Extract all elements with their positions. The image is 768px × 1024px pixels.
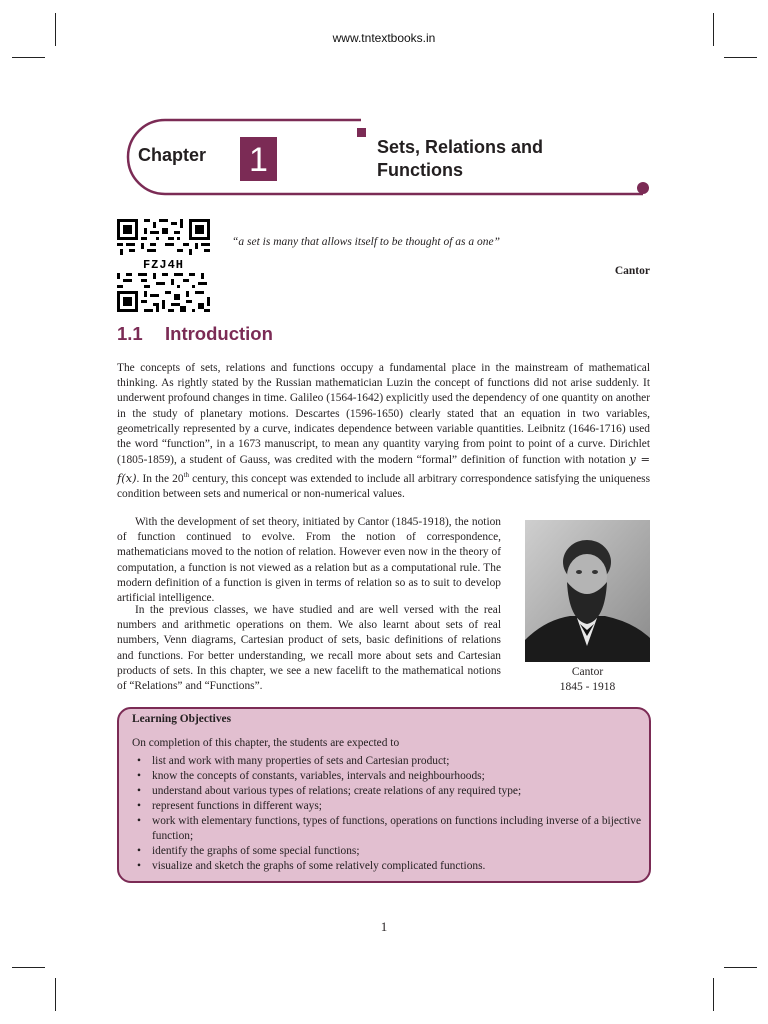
list-item: • know the concepts of constants, variables, intervals and neighbourhoods; [132, 769, 647, 784]
intro-text: century, this concept was extended to include all arbitrary correspondence satisfying the uniqueness condition between sets and numerical or non-numerical values. [117, 473, 651, 501]
intro-paragraph-3: In the previous classes, we have studied and are well versed with the real numbers and arithmetic operations on them. We also learnt about sets of real numbers, Venn diagrams, Cartesian product of sets, basic definitions of relations and functions. For better understanding, we recall more about sets and Cartesian products of sets. In this chapter, we see a new facelift to the mathematical notions of “Relations” and “Functions”. [117, 604, 501, 693]
portrait-image [525, 520, 650, 662]
chapter-label: Chapter [138, 145, 207, 165]
learning-objectives-box [117, 707, 651, 883]
epigraph-quote: “a set is many that allows itself to be thought of as a one” [232, 236, 501, 248]
learning-objectives-title: Learning Objectives [132, 713, 232, 725]
list-item: • list and work with many properties of sets and Cartesian product; [132, 754, 647, 769]
end-dot-icon [637, 182, 649, 194]
portrait-caption [525, 665, 650, 695]
list-item: • represent functions in different ways; [132, 799, 647, 814]
portrait-name: Cantor [571, 666, 604, 678]
qr-code[interactable] [117, 219, 210, 312]
page-number: 1 [380, 919, 388, 934]
list-item: • understand about various types of relations; create relations of any required type; [132, 784, 647, 799]
learning-objectives-intro: On completion of this chapter, the students are expected to [132, 737, 400, 749]
intro-text: The concepts of sets, relations and functions occupy a fundamental place in the mainstream of mathematical thinking. As rightly stated by the Russian mathematician Luzin the concept of functions did not arise suddenly. It underwent profound changes in time. Galileo (1564-1642) explicitly used the dependency of one quantity on another in the study of planetary motions. Descartes (1596-1650) clearly stated that an equation in two variables, geometrically represented by a curve, indicates dependence between variable quantities. Leibnitz (1646-1716) used the word “function”, in a 1673 manuscript, to mean any quantity varying from point to point of a curve. Dirichlet (1805-1859), a student of Gauss, was credited with the modern “formal” definition of function with notation [117, 362, 650, 467]
epigraph-author: Cantor [614, 265, 650, 277]
square-marker-icon [357, 128, 366, 137]
intro-text: . In the 20 [136, 473, 184, 486]
header-url[interactable]: www.tntextbooks.in [332, 31, 436, 45]
superscript: th [183, 471, 190, 480]
section-title: Introduction [165, 323, 273, 344]
chapter-title: Sets, Relations and Functions [377, 137, 544, 180]
section-number: 1.1 [117, 323, 143, 344]
crop-mark [55, 978, 56, 1011]
list-item: • identify the graphs of some special functions; [132, 844, 647, 859]
section-heading [117, 323, 273, 345]
crop-mark [724, 967, 757, 968]
portrait-years: 1845 - 1918 [559, 681, 616, 693]
cantor-portrait [525, 520, 650, 662]
learning-objectives-list [132, 754, 647, 874]
list-item: • work with elementary functions, types of functions, operations on functions including inverse of a bijective function; [132, 814, 647, 844]
crop-mark [713, 978, 714, 1011]
math-notation: y = f(x) [117, 452, 650, 486]
intro-paragraph-1 [117, 361, 650, 503]
chapter-frame [0, 0, 768, 230]
chapter-number: 1 [240, 137, 277, 181]
qr-label: FZJ4H [121, 258, 206, 272]
list-item: • visualize and sketch the graphs of some relatively complicated functions. [132, 859, 647, 874]
intro-paragraph-2: With the development of set theory, initiated by Cantor (1845-1918), the notion of function continued to evolve. From the notion of correspondence, mathematicians moved to the notion of relation. However even now in the theory of computation, a function is not viewed as a relation but as a computational rule. The modern definition of a function is given in terms of relation so as to suit to develop artificial intelligence. [117, 516, 501, 605]
crop-mark [12, 967, 45, 968]
